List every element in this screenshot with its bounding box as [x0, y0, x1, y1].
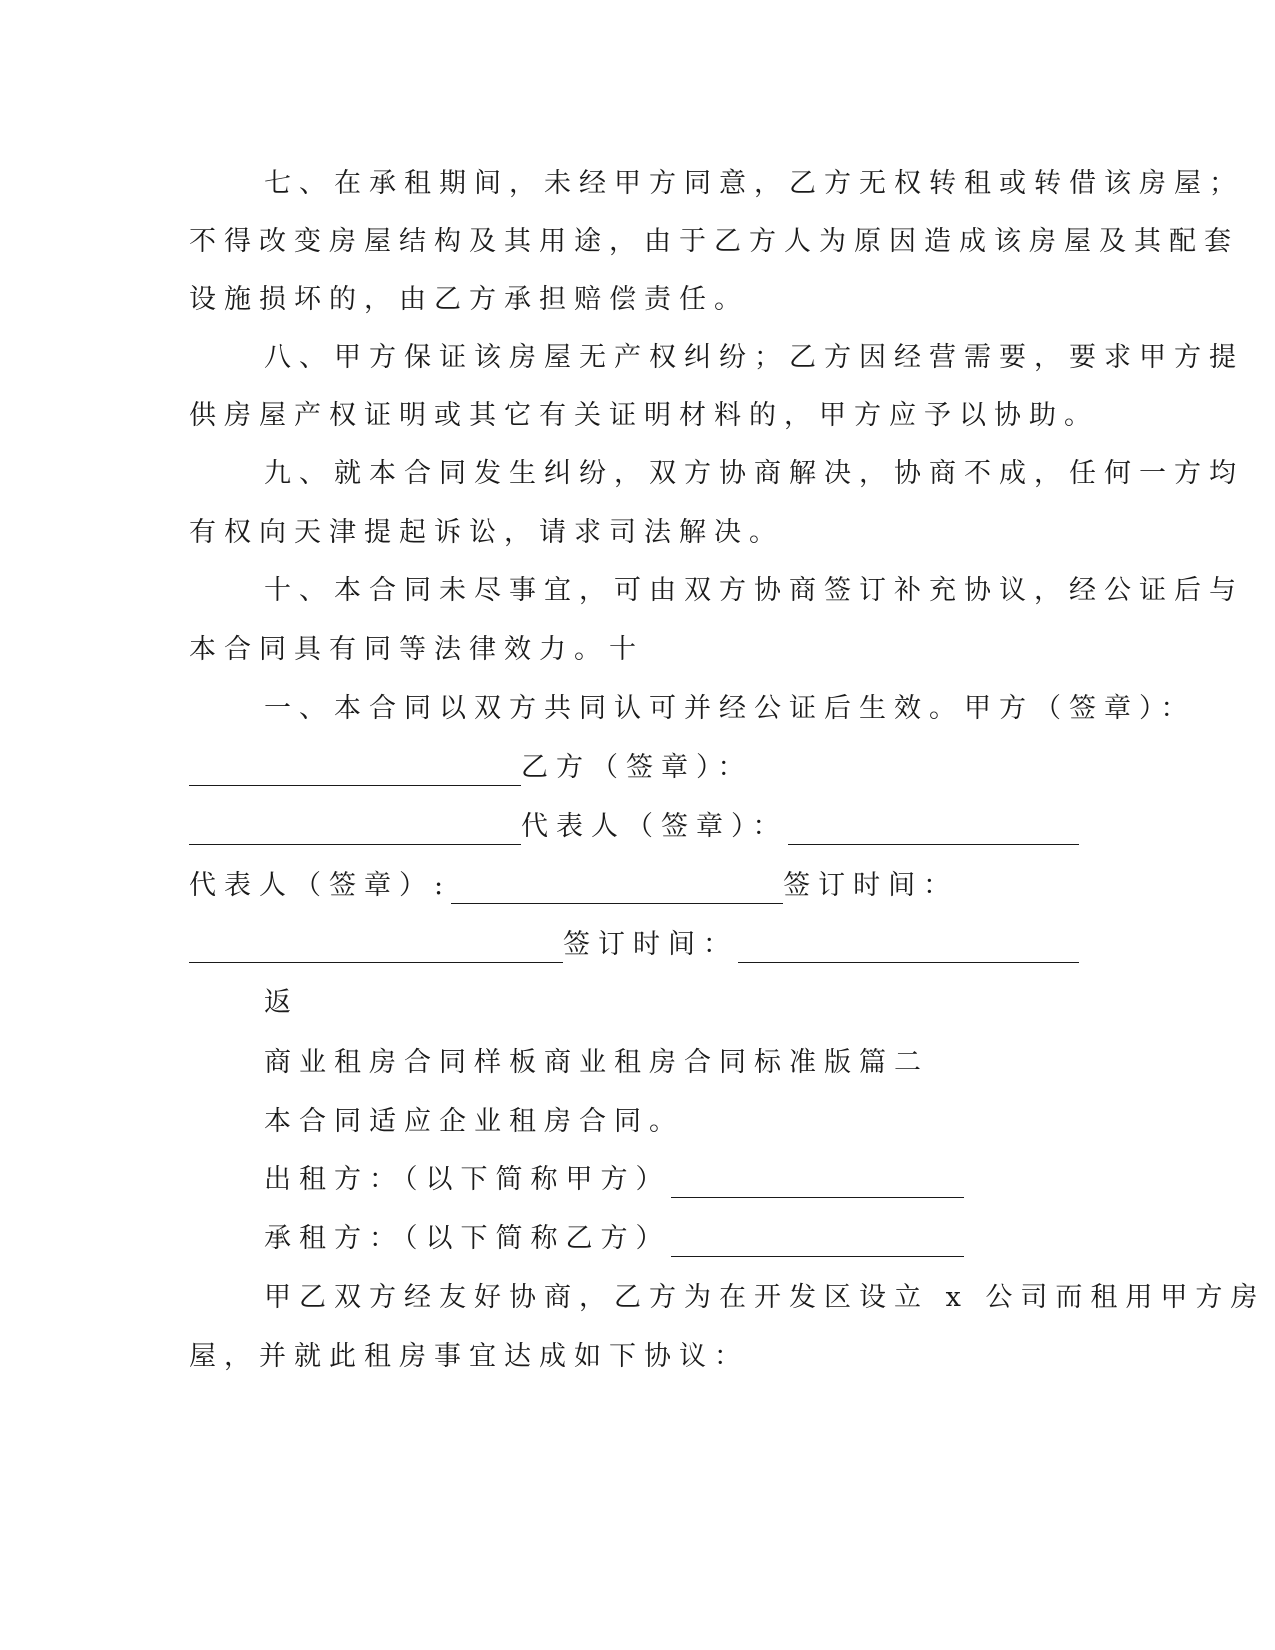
clause-9-line-2: 有权向天津提起诉讼，请求司法解决。	[189, 517, 784, 548]
intro-line-1: 甲乙双方经友好协商，乙方为在开发区设立 x 公司而租用甲方房	[264, 1282, 1266, 1313]
signature-row-time	[189, 927, 1079, 963]
rep-sign-label-1: 代表人（签章）：	[521, 811, 788, 842]
clause-7-line-1: 七、在承租期间，未经甲方同意，乙方无权转租或转借该房屋；	[264, 168, 1244, 199]
clause-11-line-1: 一、本合同以双方共同认可并经公证后生效。甲方（签章）：	[264, 693, 1196, 724]
signature-row-party-b	[189, 750, 1079, 786]
signature-row-rep-b	[189, 868, 1079, 904]
section-2-applies: 本合同适应企业租房合同。	[264, 1106, 684, 1137]
clause-10-line-2: 本合同具有同等法律效力。十	[189, 634, 644, 665]
section-2-title: 商业租房合同样板商业租房合同标准版篇二	[264, 1047, 929, 1078]
sign-time-blank-2	[738, 936, 1079, 963]
clause-9-line-1: 九、就本合同发生纠纷，双方协商解决，协商不成，任何一方均	[264, 458, 1244, 489]
lessee-blank	[671, 1230, 965, 1257]
signature-row-rep-a	[189, 809, 1079, 845]
sign-time-blank-1	[189, 936, 563, 963]
clause-8-line-1: 八、甲方保证该房屋无产权纠纷；乙方因经营需要，要求甲方提	[264, 342, 1244, 373]
sign-time-label-2: 签订时间：	[563, 929, 738, 960]
sign-time-label-1: 签订时间：	[783, 870, 959, 901]
return-text: 返	[264, 987, 299, 1018]
intro-line-2: 屋，并就此租房事宜达成如下协议：	[189, 1341, 749, 1372]
lessor-row	[264, 1162, 964, 1198]
clause-7-line-3: 设施损坏的，由乙方承担赔偿责任。	[189, 284, 749, 315]
party-a-sign-blank	[189, 759, 521, 786]
party-b-sign-blank	[189, 818, 521, 845]
lessee-row	[264, 1221, 964, 1257]
clause-7-line-2: 不得改变房屋结构及其用途，由于乙方人为原因造成该房屋及其配套	[189, 226, 1239, 257]
party-b-sign-label: 乙方（签章）：	[521, 752, 753, 783]
lessor-blank	[671, 1171, 965, 1198]
lessor-label: 出租方：（以下简称甲方）	[264, 1164, 671, 1195]
rep-sign-blank-1	[788, 818, 1080, 845]
clause-10-line-1: 十、本合同未尽事宜，可由双方协商签订补充协议，经公证后与	[264, 575, 1244, 606]
lessee-label: 承租方：（以下简称乙方）	[264, 1223, 671, 1254]
clause-8-line-2: 供房屋产权证明或其它有关证明材料的，甲方应予以协助。	[189, 400, 1099, 431]
rep-sign-blank-2	[451, 877, 783, 904]
rep-sign-label-2: 代表人（签章）:	[189, 870, 452, 901]
